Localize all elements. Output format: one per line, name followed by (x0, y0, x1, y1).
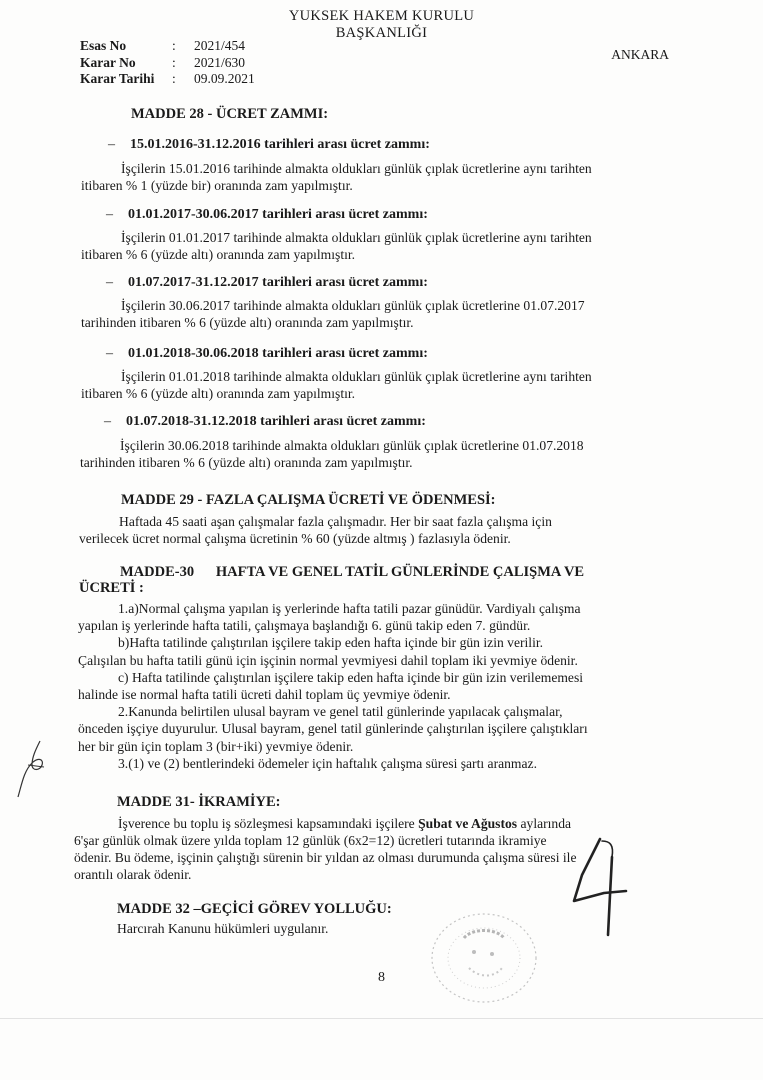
article-32-text: Harcırah Kanunu hükümleri uygulanır. (117, 921, 329, 936)
handwritten-signature-mark (552, 835, 647, 945)
article-28-item-text: İşçilerin 30.06.2017 tarihinde almakta oldukları günlük çıplak ücretlerine 01.07.2017 tarihinden itibaren % 6 (yüzde altı) oranında zam yapılmıştır. (81, 298, 585, 330)
article-28-item-title: – 01.01.2017-30.06.2017 tarihleri arası ücret zammı: (106, 207, 428, 222)
page-number: 8 (378, 970, 385, 985)
article-30-heading-cont: ÜCRETİ : (79, 580, 144, 596)
institution-department: BAŞKANLIĞI (335, 25, 428, 41)
faded-seal-stamp (424, 908, 544, 1008)
meta-row-karar (80, 55, 245, 71)
meta-sep: : (172, 38, 176, 53)
article-28-item-title: – 01.07.2018-31.12.2018 tarihleri arası ücret zammı: (104, 414, 426, 429)
article-29-text: Haftada 45 saati aşan çalışmalar fazla çalışmadır. Her bir saat fazla çalışma için verilecek ücret normal çalışma ücretinin % 60 (yüzde altmış ) fazlasıyla ödenir. (79, 514, 552, 546)
meta-row-karar-tarihi (80, 71, 255, 87)
article-28-item-text: İşçilerin 01.01.2017 tarihinde almakta oldukları günlük çıplak ücretlerine aynı tarihten itibaren % 6 (yüzde altı) oranında zam yapılmıştır. (81, 230, 592, 262)
meta-key: Karar Tarihi (80, 71, 155, 86)
article-28-heading: MADDE 28 - ÜCRET ZAMMI: (131, 106, 329, 122)
article-28-item-text: İşçilerin 30.06.2018 tarihinde almakta oldukları günlük çıplak ücretlerine 01.07.2018 tarihinden itibaren % 6 (yüzde altı) oranında zam yapılmıştır. (80, 438, 584, 470)
meta-sep: : (172, 55, 176, 70)
city-label: ANKARA (611, 47, 669, 62)
meta-row-esas (80, 38, 245, 54)
meta-value: 2021/454 (194, 38, 246, 53)
article-28-item-text: İşçilerin 01.01.2018 tarihinde almakta oldukları günlük çıplak ücretlerine aynı tarihten itibaren % 6 (yüzde altı) oranında zam yapılmıştır. (81, 369, 592, 401)
institution-name: YUKSEK HAKEM KURULU (288, 8, 475, 24)
article-28-item-title: – 01.01.2018-30.06.2018 tarihleri arası ücret zammı: (106, 346, 428, 361)
meta-key: Esas No (80, 38, 127, 53)
meta-value: 2021/630 (194, 55, 246, 70)
meta-key: Karar No (80, 55, 136, 70)
article-30-heading: MADDE-30 HAFTA VE GENEL TATİL GÜNLERİNDE ÇALIŞMA VE (120, 564, 585, 580)
article-28-item-title: – 15.01.2016-31.12.2016 tarihleri arası ücret zammı: (108, 137, 430, 152)
article-32-heading: MADDE 32 –GEÇİCİ GÖREV YOLLUĞU: (117, 901, 392, 917)
article-28-item-title: – 01.07.2017-31.12.2017 tarihleri arası ücret zammı: (106, 275, 428, 290)
meta-sep: : (172, 71, 176, 86)
meta-value: 09.09.2021 (194, 71, 255, 86)
article-28-item-text: İşçilerin 15.01.2016 tarihinde almakta oldukları günlük çıplak ücretlerine aynı tarihten itibaren % 1 (yüzde bir) oranında zam yapılmıştır. (81, 161, 592, 193)
article-29-heading: MADDE 29 - FAZLA ÇALIŞMA ÜCRETİ VE ÖDENMESİ: (121, 492, 496, 508)
article-31-text: İşverence bu toplu iş sözleşmesi kapsamındaki işçilere Şubat ve Ağustos aylarında 6'şar günlük olmak üzere yılda toplam 12 günlük (6x2=12) ücretleri tutarında ikramiye ödenir. Bu ödeme, işçinin çalıştığı sürenin bir yıldan az olması durumunda çalışma süresi ile orantılı olarak ödenir. (74, 816, 577, 882)
scan-edge-line (0, 1018, 763, 1019)
handwritten-initial-mark (10, 735, 60, 805)
article-30-text: 1.a)Normal çalışma yapılan iş yerlerinde hafta tatili pazar günüdür. Vardiyalı çalışma yapılan iş yerlerinde hafta tatili, çalışmaya başlandığı 6. günü takip eden 7. gündür. b)Hafta tatilinde çalıştırılan işçilere takip eden hafta içinde bir gün izin verilir. Çalışılan bu hafta tatili günü için işçinin normal yevmiyesi dahil toplam iki yevmiye ödenir. c) Hafta tatilinde çalıştırılan işçilere takip eden hafta içinde bir gün izin verilememesi halinde ise normal hafta tatili ücreti dahil toplam üç yevmiye ödenir. 2.Kanunda belirtilen ulusal bayram ve genel tatil günlerinde yapılacak çalışmalar, önceden işçiye duyurulur. Ulusal bayram, genel tatil günlerinde çalıştırılan işçilere çalıştıkları her bir gün için toplam 3 (bir+iki) yevmiye ödenir. 3.(1) ve (2) bentlerindeki ödemeler için haftalık çalışma süresi şartı aranmaz. (78, 601, 588, 771)
article-31-heading: MADDE 31- İKRAMİYE: (117, 794, 281, 810)
